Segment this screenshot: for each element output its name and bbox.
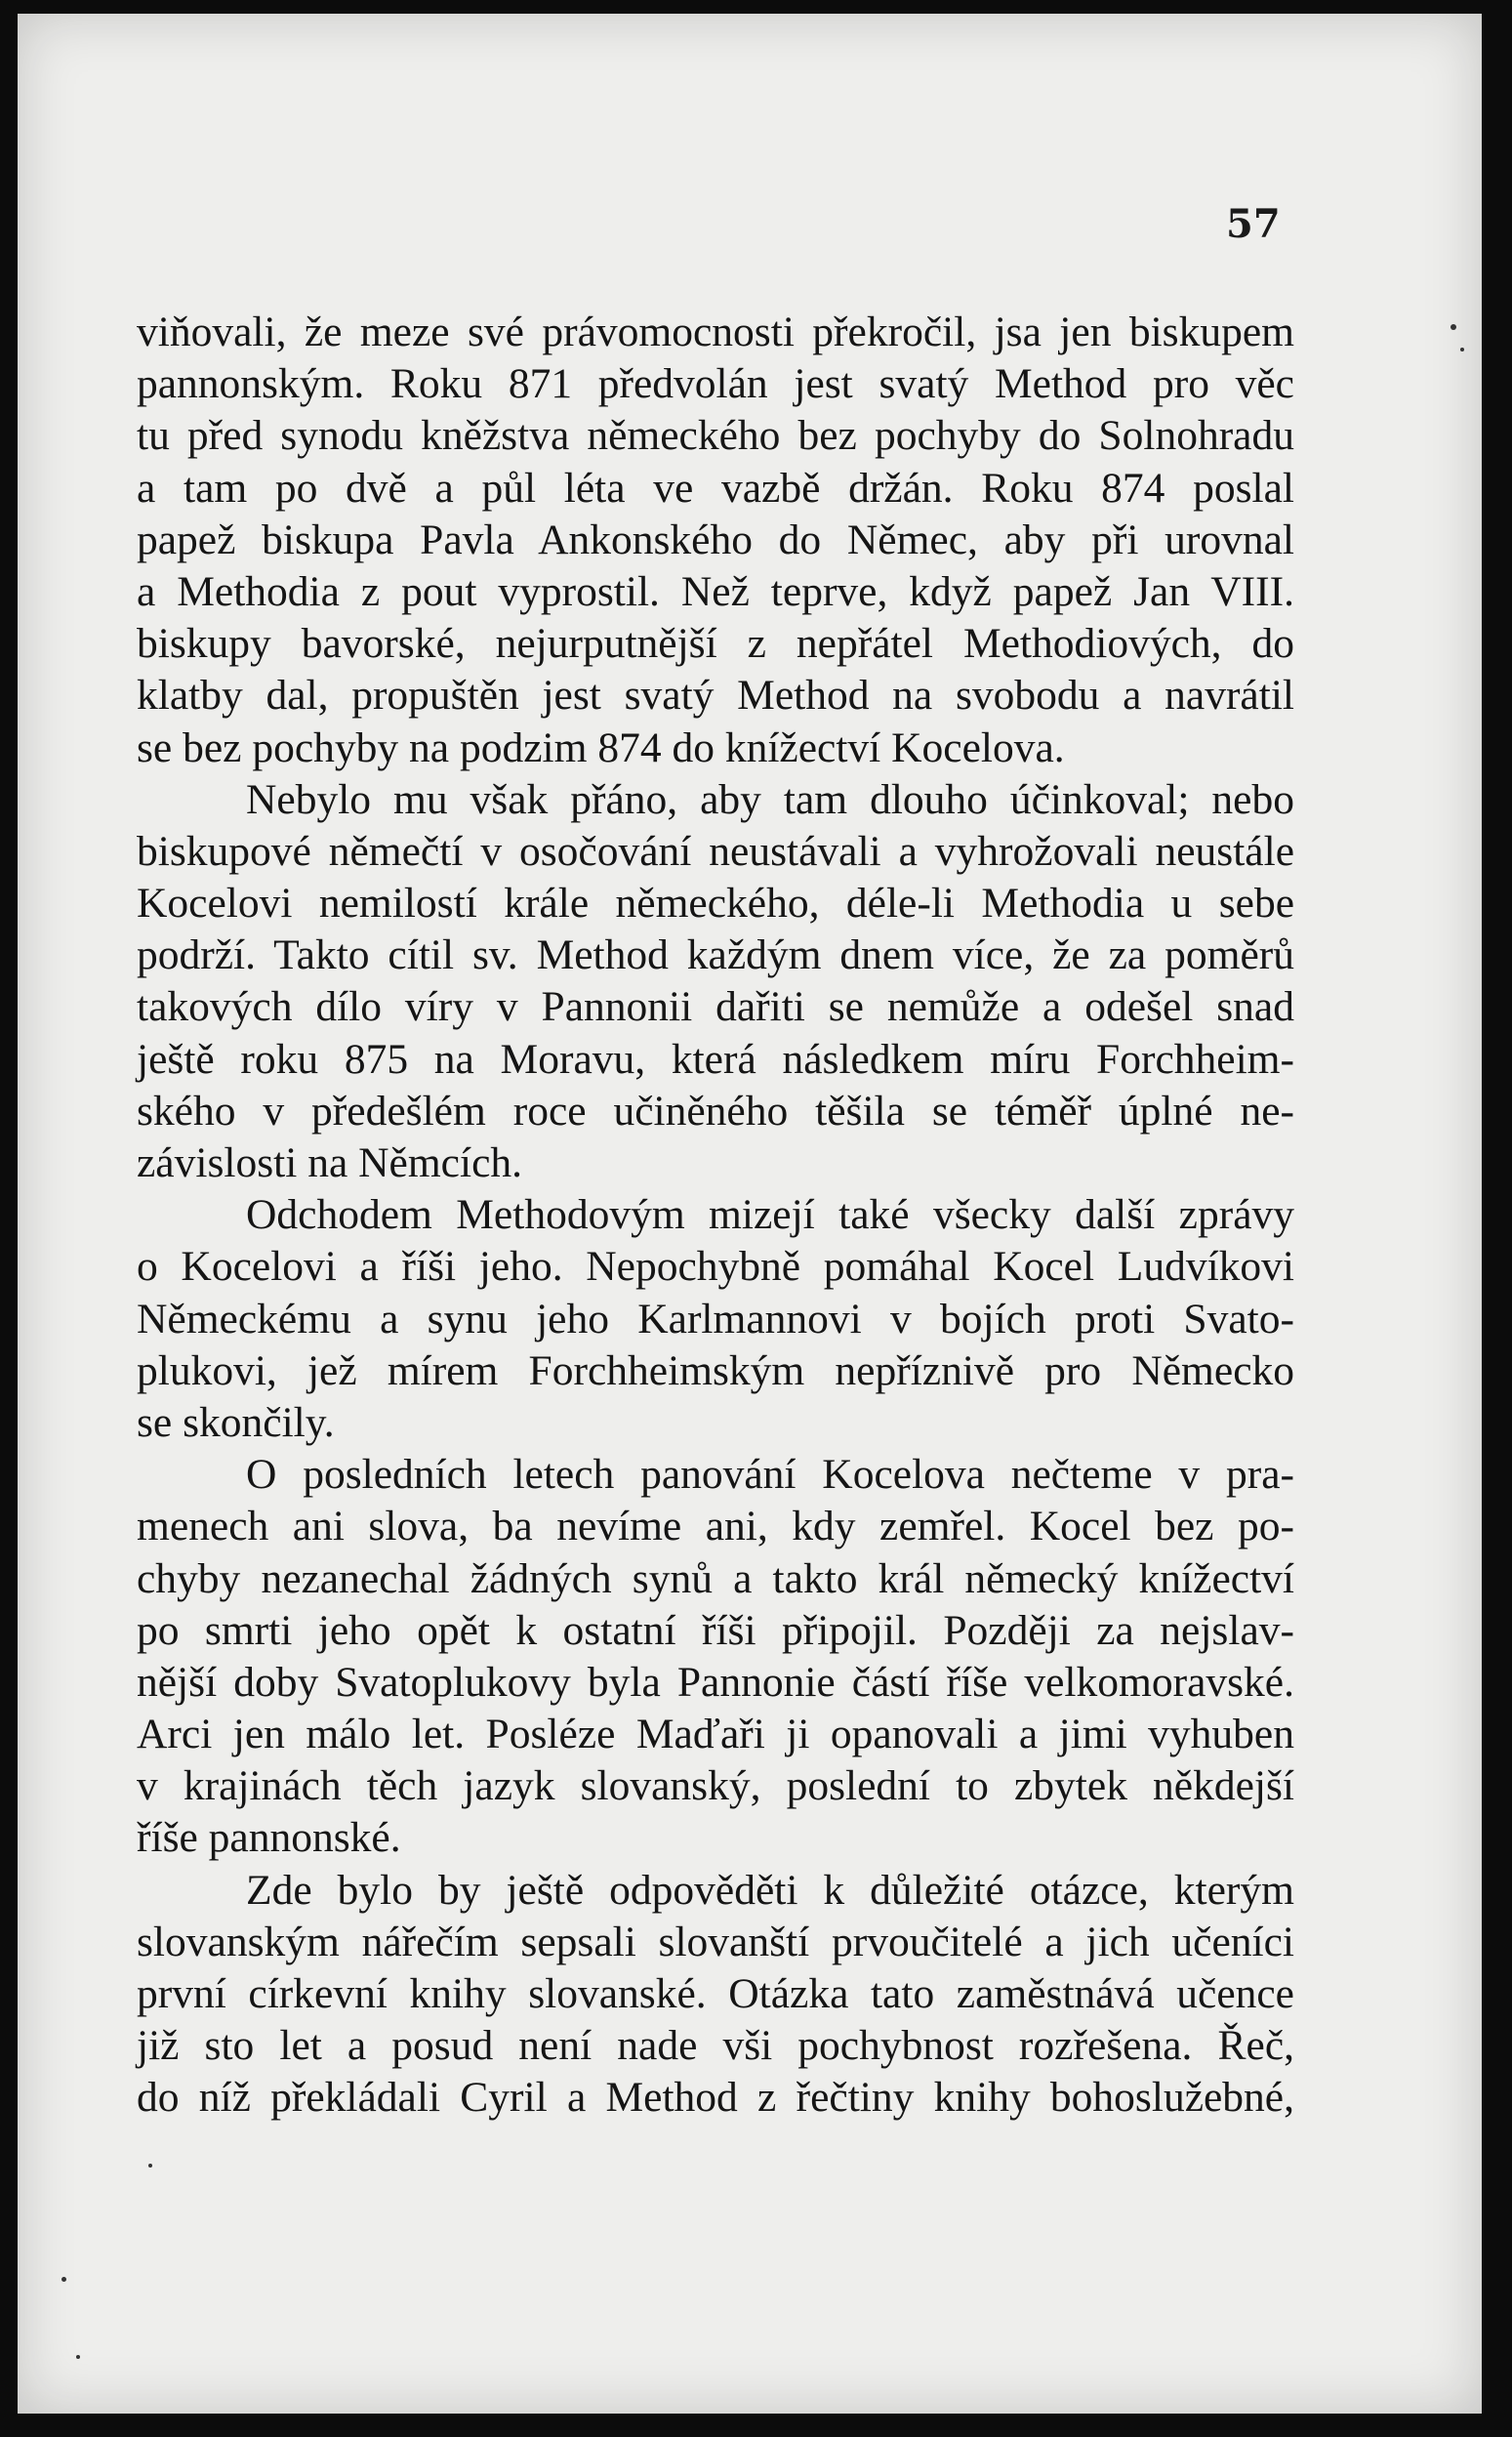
text-line: klatby dal, propuštěn jest svatý Method na svobodu a navrátil <box>137 672 1294 720</box>
print-speck <box>1460 348 1464 351</box>
text-line: první církevní knihy slovanské. Otázka tato zaměstnává učence <box>137 1970 1294 2017</box>
text-line: podrží. Takto cítil sv. Method každým dnem více, že za poměrů <box>137 931 1294 979</box>
text-line: již sto let a posud není nade vši pochybnost rozřešena. Řeč, <box>137 2022 1294 2070</box>
print-speck <box>148 2164 152 2168</box>
body-text <box>137 307 1294 2125</box>
text-line: se bez pochyby na podzim 874 do knížectví Kocelova. <box>137 723 1065 771</box>
text-line: biskupové němečtí v osočování neustávali a vyhrožovali neustále <box>137 827 1294 875</box>
text-line: menech ani slova, ba nevíme ani, kdy zemřel. Kocel bez po- <box>137 1503 1294 1550</box>
text-line: a Methodia z pout vyprostil. Než teprve, když papež Jan VIII. <box>137 567 1294 615</box>
text-line: chyby nezanechal žádných synů a takto král německý knížectví <box>137 1554 1294 1602</box>
text-line: slovanským nářečím sepsali slovanští prvoučitelé a jich učeníci <box>137 1918 1294 1965</box>
text-line: ského v předešlém roce učiněného těšila se téměř úplné ne- <box>137 1087 1294 1135</box>
page-number: 57 <box>1226 201 1281 247</box>
text-line: plukovi, jež mírem Forchheimským nepříznivě pro Německo <box>137 1346 1294 1394</box>
text-line: a tam po dvě a půl léta ve vazbě držán. Roku 874 poslal <box>137 464 1294 512</box>
text-line: říše pannonské. <box>137 1814 401 1862</box>
text-line: Kocelovi nemilostí krále německého, déle-li Methodia u sebe <box>137 880 1294 928</box>
text-line: biskupy bavorské, nejurputnější z nepřátel Methodiových, do <box>137 620 1294 668</box>
text-line: do níž překládali Cyril a Method z řečtiny knihy bohoslužebné, <box>137 2074 1294 2122</box>
text-line: nější doby Svatoplukovy byla Pannonie částí říše velkomoravské. <box>137 1658 1294 1706</box>
paragraph-start-line: Nebylo mu však přáno, aby tam dlouho účinkoval; nebo <box>246 775 1294 823</box>
paragraph-start-line: Zde bylo by ještě odpověděti k důležité otázce, kterým <box>246 1866 1294 1914</box>
text-line: takových dílo víry v Pannonii dařiti se nemůže a odešel snad <box>137 983 1294 1031</box>
print-speck <box>61 2277 66 2282</box>
text-line: v krajinách těch jazyk slovanský, poslední to zbytek někdejší <box>137 1762 1294 1810</box>
text-line: pannonským. Roku 871 předvolán jest svatý Method pro věc <box>137 360 1294 408</box>
print-speck <box>76 2355 80 2359</box>
text-line: viňovali, že meze své právomocnosti překročil, jsa jen biskupem <box>137 309 1294 355</box>
text-line: Německému a synu jeho Karlmannovi v bojích proti Svato- <box>137 1295 1294 1342</box>
book-page <box>18 14 1482 2414</box>
paragraph-start-line: Odchodem Methodovým mizejí také všecky další zprávy <box>246 1191 1294 1239</box>
text-line: papež biskupa Pavla Ankonského do Němec, aby při urovnal <box>137 516 1294 563</box>
text-line: ještě roku 875 na Moravu, která následkem míru Forchheim- <box>137 1035 1294 1083</box>
text-line: tu před synodu kněžstva německého bez pochyby do Solnohradu <box>137 412 1294 460</box>
text-line: se skončily. <box>137 1398 335 1446</box>
text-line: závislosti na Němcích. <box>137 1139 523 1186</box>
print-speck <box>1451 324 1456 330</box>
text-line: po smrti jeho opět k ostatní říši připojil. Později za nejslav- <box>137 1606 1294 1654</box>
paragraph-start-line: O posledních letech panování Kocelova nečteme v pra- <box>246 1451 1294 1499</box>
text-line: o Kocelovi a říši jeho. Nepochybně pomáhal Kocel Ludvíkovi <box>137 1243 1294 1291</box>
text-line: Arci jen málo let. Posléze Maďaři ji opanovali a jimi vyhuben <box>137 1711 1294 1758</box>
